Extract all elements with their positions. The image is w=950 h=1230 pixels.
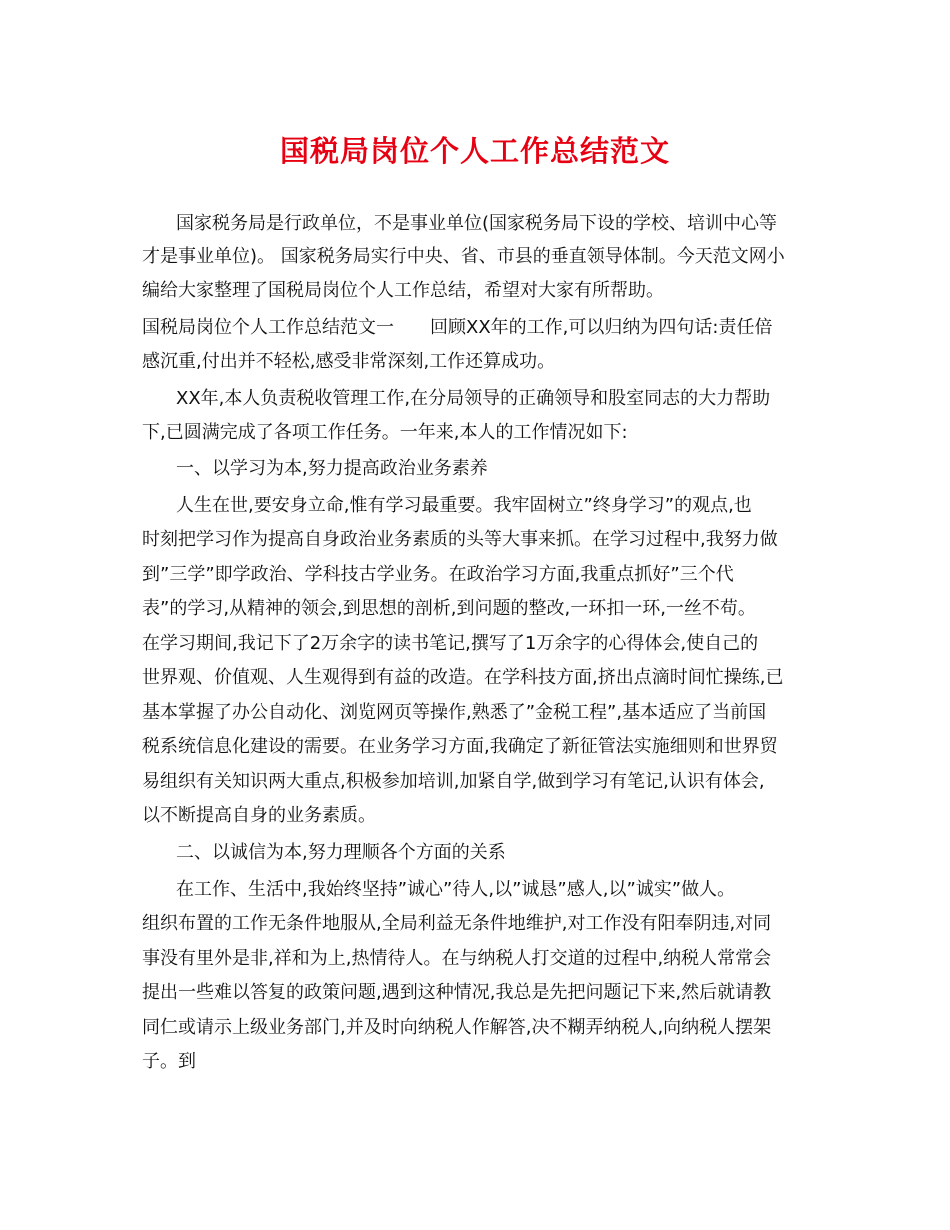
text-line: 到”三学”即学政治、学科技古学业务。在政治学习方面,我重点抓好”三个代	[142, 564, 734, 585]
text-line: 才是事业单位)。 国家税务局实行中央、省、市县的垂直领导体制。今天范文网小	[142, 246, 785, 267]
text-line: 表”的学习,从精神的领会,到思想的剖析,到问题的整改,一环扣一环,一丝不苟。	[142, 598, 756, 619]
text-line: 国家税务局是行政单位，不是事业单位(国家税务局下设的学校、培训中心等	[176, 213, 778, 234]
text-line: 子。到	[142, 1051, 196, 1072]
section-heading: 一、以学习为本,努力提高政治业务素养	[176, 458, 488, 479]
text-line: 感沉重,付出并不轻松,感受非常深刻,工作还算成功。	[142, 351, 556, 372]
text-line: 时刻把学习作为提高自身政治业务素质的头等大事来抓。在学习过程中,我努力做	[142, 529, 778, 550]
document-title: 国税局岗位个人工作总结范文	[279, 134, 670, 168]
text-line: 国税局岗位个人工作总结范文一 回顾XX年的工作,可以归纳为四句话:责任倍	[142, 317, 773, 338]
text-line: 在学习期间,我记下了2万余字的读书笔记,撰写了1万余字的心得体会,使自己的	[142, 633, 759, 654]
text-line: 在工作、生活中,我始终坚持”诚心”待人,以”诚恳”感人,以”诚实”做人。	[176, 879, 736, 900]
text-line: 以不断提高自身的业务素质。	[142, 805, 376, 826]
text-line: XX年,本人负责税收管理工作,在分局领导的正确领导和股室同志的大力帮助	[176, 388, 771, 409]
text-line: 同仁或请示上级业务部门,并及时向纳税人作解答,决不糊弄纳税人,向纳税人摆架	[142, 1017, 772, 1038]
text-line: 编给大家整理了国税局岗位个人工作总结，希望对大家有所帮助。	[142, 280, 664, 301]
text-line: 世界观、价值观、人生观得到有益的改造。在学科技方面,挤出点滴时间忙操练,已	[142, 667, 784, 688]
text-line: 易组织有关知识两大重点,积极参加培训,加紧自学,做到学习有笔记,认识有体会,	[142, 771, 765, 792]
text-line: 事没有里外是非,祥和为上,热情待人。在与纳税人打交道的过程中,纳税人常常会	[142, 948, 772, 969]
text-line: 下,已圆满完成了各项工作任务。一年来,本人的工作情况如下:	[142, 422, 628, 443]
text-line: 人生在世,要安身立命,惟有学习最重要。我牢固树立”终身学习”的观点,也	[176, 495, 752, 516]
text-line: 税系统信息化建设的需要。在业务学习方面,我确定了新征管法实施细则和世界贸	[142, 736, 778, 757]
text-line: 基本掌握了办公自动化、浏览网页等操作,熟悉了”金税工程”,基本适应了当前国	[142, 702, 767, 723]
text-line: 提出一些难以答复的政策问题,遇到这种情况,我总是先把问题记下来,然后就请教	[142, 982, 772, 1003]
text-line: 组织布置的工作无条件地服从,全局利益无条件地维护,对工作没有阳奉阴违,对同	[142, 913, 772, 934]
section-heading: 二、以诚信为本,努力理顺各个方面的关系	[176, 842, 506, 863]
